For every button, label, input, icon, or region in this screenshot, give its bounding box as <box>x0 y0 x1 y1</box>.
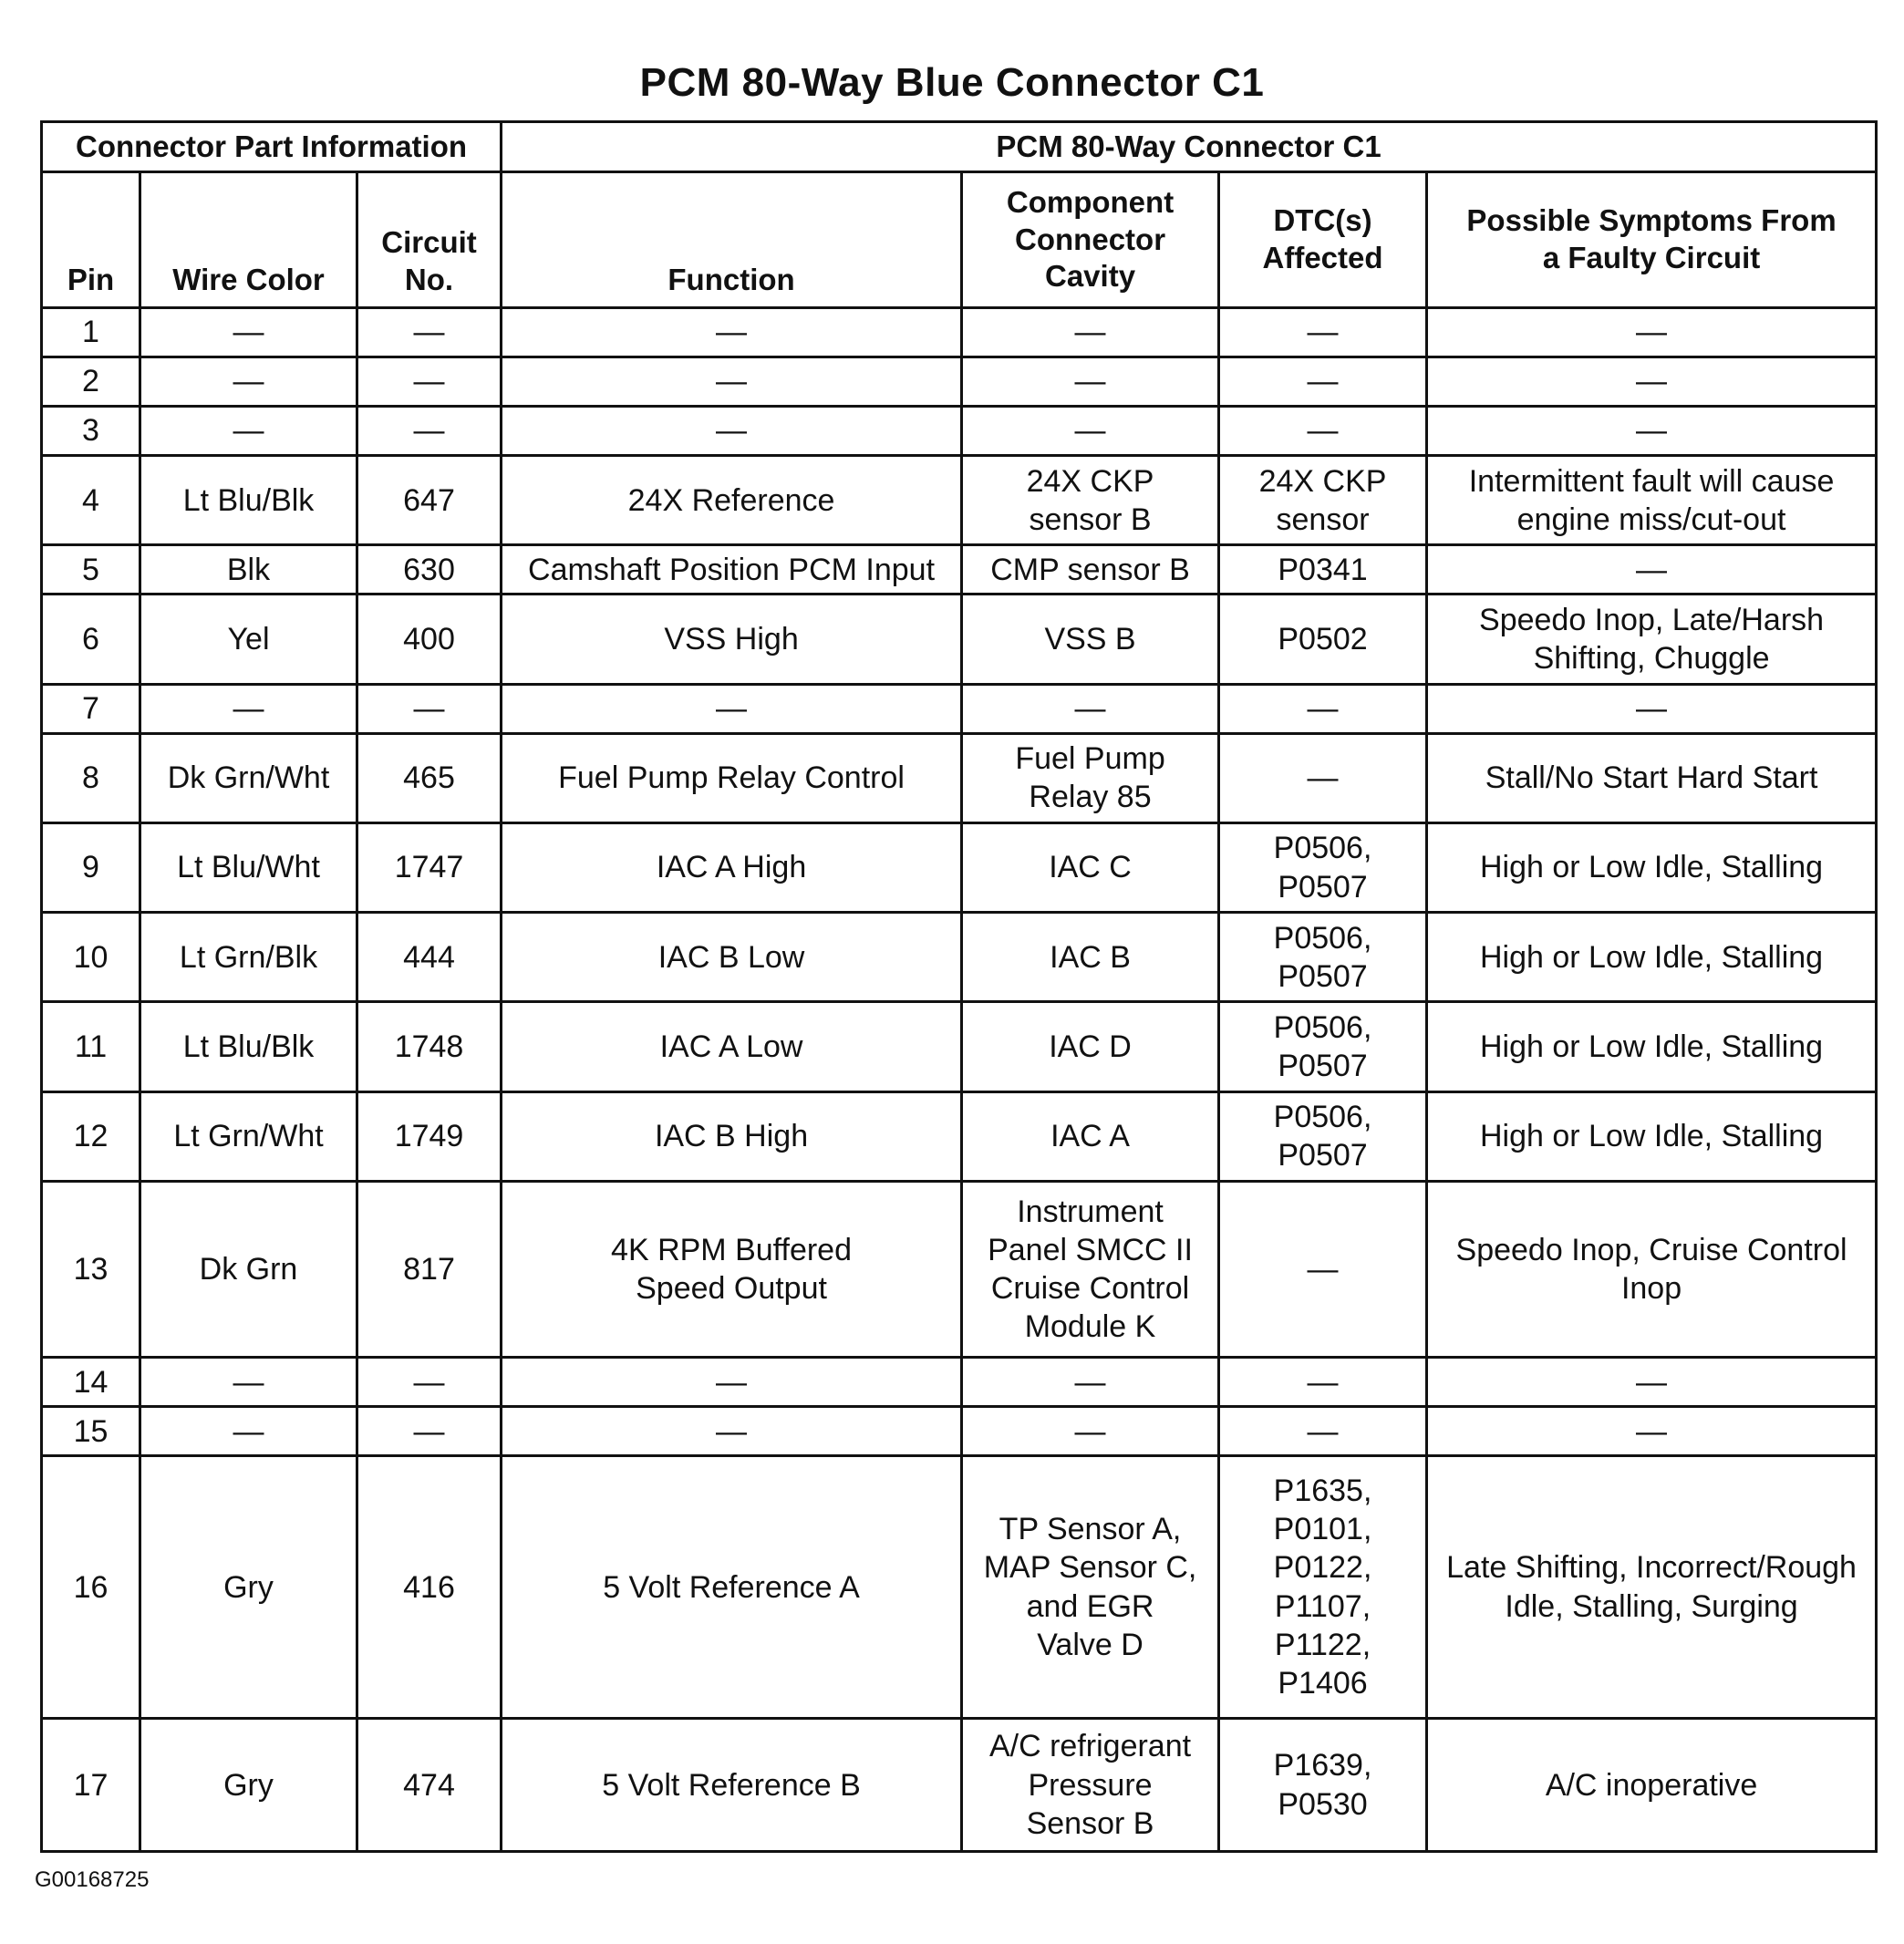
pin-cell: 16 <box>42 1456 140 1719</box>
column-header-circuit-no: Circuit No. <box>357 172 502 308</box>
table-body <box>42 308 1877 1852</box>
component-cavity-cell: IAC A <box>962 1091 1219 1181</box>
wire-color-cell: Lt Blu/Wht <box>140 822 357 912</box>
component-cavity-cell: VSS B <box>962 595 1219 684</box>
table-row <box>42 545 1877 595</box>
function-cell: IAC A High <box>502 822 962 912</box>
pin-cell: 7 <box>42 684 140 733</box>
pin-cell: 12 <box>42 1091 140 1181</box>
wire-color-cell: — <box>140 308 357 357</box>
pin-cell: 14 <box>42 1358 140 1407</box>
table-row <box>42 1091 1877 1181</box>
wire-color-cell: — <box>140 684 357 733</box>
wire-color-cell: Lt Blu/Blk <box>140 456 357 545</box>
circuit-no-cell: 465 <box>357 733 502 822</box>
table-row <box>42 1456 1877 1719</box>
component-cavity-cell: — <box>962 1358 1219 1407</box>
wire-color-cell: Yel <box>140 595 357 684</box>
component-cavity-cell: IAC D <box>962 1002 1219 1091</box>
pin-cell: 8 <box>42 733 140 822</box>
circuit-no-cell: — <box>357 308 502 357</box>
table-row <box>42 1002 1877 1091</box>
pin-cell: 10 <box>42 913 140 1002</box>
header-group-row <box>42 122 1877 172</box>
pin-cell: 4 <box>42 456 140 545</box>
symptoms-cell: High or Low Idle, Stalling <box>1427 1091 1877 1181</box>
dtc-cell: — <box>1219 308 1427 357</box>
connector-pin-table <box>40 120 1878 1853</box>
symptoms-cell: Speedo Inop, Late/Harsh Shifting, Chuggle <box>1427 595 1877 684</box>
function-cell: 24X Reference <box>502 456 962 545</box>
circuit-no-cell: 647 <box>357 456 502 545</box>
component-cavity-cell: — <box>962 407 1219 456</box>
dtc-cell: P1639, P0530 <box>1219 1719 1427 1852</box>
symptoms-cell: A/C inoperative <box>1427 1719 1877 1852</box>
symptoms-cell: — <box>1427 545 1877 595</box>
dtc-cell: — <box>1219 357 1427 407</box>
wire-color-cell: Dk Grn/Wht <box>140 733 357 822</box>
column-header-pin: Pin <box>42 172 140 308</box>
wire-color-cell: Blk <box>140 545 357 595</box>
wire-color-cell: Lt Blu/Blk <box>140 1002 357 1091</box>
pin-cell: 1 <box>42 308 140 357</box>
column-header-row <box>42 172 1877 308</box>
page-title: PCM 80-Way Blue Connector C1 <box>639 60 1265 105</box>
circuit-no-cell: 1748 <box>357 1002 502 1091</box>
circuit-no-cell: 474 <box>357 1719 502 1852</box>
function-cell: IAC B Low <box>502 913 962 1002</box>
circuit-no-cell: 400 <box>357 595 502 684</box>
function-cell: — <box>502 308 962 357</box>
connector-part-info-header: Connector Part Information <box>42 122 502 172</box>
wire-color-cell: Dk Grn <box>140 1181 357 1357</box>
figure-code: G00168725 <box>35 1867 150 1892</box>
column-header-function: Function <box>502 172 962 308</box>
circuit-no-cell: 444 <box>357 913 502 1002</box>
wire-color-cell: Lt Grn/Blk <box>140 913 357 1002</box>
function-cell: Camshaft Position PCM Input <box>502 545 962 595</box>
pin-cell: 13 <box>42 1181 140 1357</box>
dtc-cell: P0341 <box>1219 545 1427 595</box>
function-cell: 5 Volt Reference A <box>502 1456 962 1719</box>
table-row <box>42 595 1877 684</box>
table-row <box>42 357 1877 407</box>
symptoms-cell: — <box>1427 1358 1877 1407</box>
table-row <box>42 733 1877 822</box>
table-row <box>42 456 1877 545</box>
pin-cell: 3 <box>42 407 140 456</box>
dtc-cell: P0506, P0507 <box>1219 1002 1427 1091</box>
symptoms-cell: Late Shifting, Incorrect/Rough Idle, Stalling, Surging <box>1427 1456 1877 1719</box>
dtc-cell: — <box>1219 684 1427 733</box>
table-row <box>42 1181 1877 1357</box>
component-cavity-cell: — <box>962 684 1219 733</box>
dtc-cell: 24X CKP sensor <box>1219 456 1427 545</box>
pin-cell: 17 <box>42 1719 140 1852</box>
function-cell: — <box>502 357 962 407</box>
function-cell: — <box>502 1407 962 1456</box>
component-cavity-cell: — <box>962 357 1219 407</box>
function-cell: — <box>502 684 962 733</box>
pin-cell: 15 <box>42 1407 140 1456</box>
circuit-no-cell: 1747 <box>357 822 502 912</box>
dtc-cell: — <box>1219 407 1427 456</box>
circuit-no-cell: 416 <box>357 1456 502 1719</box>
function-cell: Fuel Pump Relay Control <box>502 733 962 822</box>
pin-cell: 6 <box>42 595 140 684</box>
dtc-cell: — <box>1219 1358 1427 1407</box>
pin-cell: 2 <box>42 357 140 407</box>
component-cavity-cell: IAC C <box>962 822 1219 912</box>
table-row <box>42 308 1877 357</box>
table-row <box>42 684 1877 733</box>
component-cavity-cell: — <box>962 1407 1219 1456</box>
pin-cell: 11 <box>42 1002 140 1091</box>
symptoms-cell: High or Low Idle, Stalling <box>1427 822 1877 912</box>
circuit-no-cell: — <box>357 407 502 456</box>
column-header-wire-color: Wire Color <box>140 172 357 308</box>
column-header-dtc: DTC(s) Affected <box>1219 172 1427 308</box>
wire-color-cell: — <box>140 1407 357 1456</box>
wire-color-cell: — <box>140 1358 357 1407</box>
dtc-cell: — <box>1219 1407 1427 1456</box>
symptoms-cell: Intermittent fault will cause engine miss/cut-out <box>1427 456 1877 545</box>
circuit-no-cell: — <box>357 1358 502 1407</box>
wire-color-cell: Lt Grn/Wht <box>140 1091 357 1181</box>
component-cavity-cell: Fuel Pump Relay 85 <box>962 733 1219 822</box>
dtc-cell: P0506, P0507 <box>1219 1091 1427 1181</box>
function-cell: VSS High <box>502 595 962 684</box>
component-cavity-cell: CMP sensor B <box>962 545 1219 595</box>
function-cell: IAC A Low <box>502 1002 962 1091</box>
symptoms-cell: High or Low Idle, Stalling <box>1427 1002 1877 1091</box>
table-row <box>42 822 1877 912</box>
symptoms-cell: — <box>1427 407 1877 456</box>
symptoms-cell: Stall/No Start Hard Start <box>1427 733 1877 822</box>
wire-color-cell: Gry <box>140 1456 357 1719</box>
symptoms-cell: — <box>1427 684 1877 733</box>
pin-cell: 5 <box>42 545 140 595</box>
wire-color-cell: — <box>140 407 357 456</box>
symptoms-cell: — <box>1427 357 1877 407</box>
component-cavity-cell: A/C refrigerant Pressure Sensor B <box>962 1719 1219 1852</box>
symptoms-cell: High or Low Idle, Stalling <box>1427 913 1877 1002</box>
circuit-no-cell: — <box>357 357 502 407</box>
dtc-cell: — <box>1219 1181 1427 1357</box>
function-cell: IAC B High <box>502 1091 962 1181</box>
dtc-cell: — <box>1219 733 1427 822</box>
symptoms-cell: — <box>1427 308 1877 357</box>
component-cavity-cell: IAC B <box>962 913 1219 1002</box>
component-cavity-cell: 24X CKP sensor B <box>962 456 1219 545</box>
symptoms-cell: — <box>1427 1407 1877 1456</box>
function-cell: — <box>502 1358 962 1407</box>
symptoms-cell: Speedo Inop, Cruise Control Inop <box>1427 1181 1877 1357</box>
column-header-symptoms: Possible Symptoms From a Faulty Circuit <box>1427 172 1877 308</box>
dtc-cell: P0506, P0507 <box>1219 913 1427 1002</box>
component-cavity-cell: TP Sensor A, MAP Sensor C, and EGR Valve D <box>962 1456 1219 1719</box>
circuit-no-cell: — <box>357 1407 502 1456</box>
wire-color-cell: Gry <box>140 1719 357 1852</box>
circuit-no-cell: — <box>357 684 502 733</box>
pcm-connector-header: PCM 80-Way Connector C1 <box>502 122 1877 172</box>
function-cell: — <box>502 407 962 456</box>
column-header-component-cavity: Component Connector Cavity <box>962 172 1219 308</box>
function-cell: 5 Volt Reference B <box>502 1719 962 1852</box>
wire-color-cell: — <box>140 357 357 407</box>
table-row <box>42 1407 1877 1456</box>
table-row <box>42 1358 1877 1407</box>
table-row <box>42 407 1877 456</box>
table-row <box>42 913 1877 1002</box>
dtc-cell: P1635, P0101, P0122, P1107, P1122, P1406 <box>1219 1456 1427 1719</box>
circuit-no-cell: 630 <box>357 545 502 595</box>
component-cavity-cell: — <box>962 308 1219 357</box>
dtc-cell: P0502 <box>1219 595 1427 684</box>
pin-cell: 9 <box>42 822 140 912</box>
dtc-cell: P0506, P0507 <box>1219 822 1427 912</box>
table-row <box>42 1719 1877 1852</box>
function-cell: 4K RPM Buffered Speed Output <box>502 1181 962 1357</box>
circuit-no-cell: 817 <box>357 1181 502 1357</box>
component-cavity-cell: Instrument Panel SMCC II Cruise Control Module K <box>962 1181 1219 1357</box>
circuit-no-cell: 1749 <box>357 1091 502 1181</box>
